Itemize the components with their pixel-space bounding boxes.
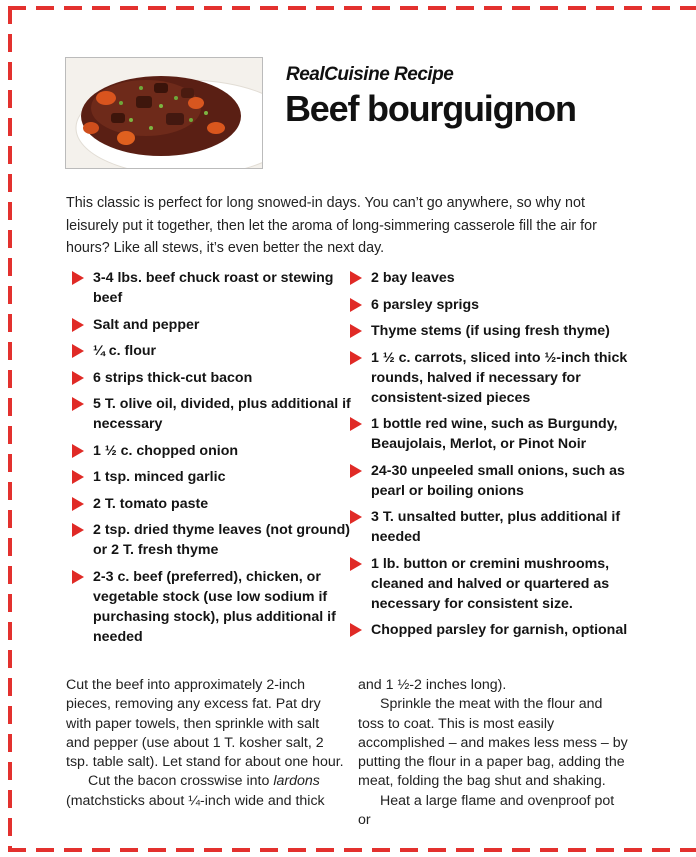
ingredient-item: 3-4 lbs. beef chuck roast or stewing beef [72,268,354,308]
ingredient-item: 6 parsley sprigs [350,295,632,315]
ingredient-item: 1 bottle red wine, such as Burgundy, Beaujolais, Merlot, or Pinot Noir [350,414,632,454]
directions-paragraph: and 1 ½-2 inches long). [358,677,507,693]
directions-column-right [358,676,628,830]
ingredient-item: 1 ½ c. chopped onion [72,441,354,461]
bullet-arrow-icon [72,470,84,484]
recipe-subtitle: RealCuisine Recipe [286,64,454,85]
ingredient-item: 2 tsp. dried thyme leaves (not ground) or 2 T. fresh thyme [72,520,354,560]
bullet-arrow-icon [350,271,362,285]
bullet-arrow-icon [350,351,362,365]
recipe-photo [65,57,263,169]
recipe-title: Beef bourguignon [285,88,576,129]
ingredients-list-left [72,268,354,653]
bullet-arrow-icon [72,497,84,511]
bullet-arrow-icon [72,397,84,411]
bullet-arrow-icon [350,324,362,338]
ingredient-item: 2-3 c. beef (preferred), chicken, or vegetable stock (use low sodium if purchasing stock), plus additional if needed [72,567,354,647]
dashed-border-bottom [8,848,696,852]
ingredient-item: 5 T. olive oil, divided, plus additional if necessary [72,394,354,434]
bullet-arrow-icon [350,464,362,478]
bullet-arrow-icon [350,557,362,571]
ingredient-item: 2 T. tomato paste [72,494,354,514]
bullet-arrow-icon [350,623,362,637]
recipe-intro: This classic is perfect for long snowed-in days. You can’t go anywhere, so why not leisurely put it together, then let the aroma of long-simmering casserole fill the air for hours? Like all stews, it’s even better the next day. [66,195,597,256]
ingredient-item: 1 ½ c. carrots, sliced into ½-inch thick rounds, halved if necessary for consistent-sized pieces [350,348,632,408]
beef-stew-image [66,58,262,168]
bullet-arrow-icon [72,444,84,458]
bullet-arrow-icon [72,344,84,358]
bullet-arrow-icon [350,510,362,524]
bullet-arrow-icon [350,417,362,431]
directions-paragraph: Cut the beef into approximately 2-inch pieces, removing any excess fat. Pat dry with paper towels, then sprinkle with salt and pepper (use about 1 T. kosher salt, 2 tsp. table salt). Let stand for about one hour. [66,677,344,771]
ingredient-item: Thyme stems (if using fresh thyme) [350,321,632,341]
directions-paragraph: Heat a large flame and ovenproof pot or [358,792,615,829]
ingredient-item: 6 strips thick-cut bacon [72,368,354,388]
directions-paragraph: Cut the bacon crosswise into lardons (matchsticks about ¼-inch wide and thick [66,773,325,809]
directions-paragraph: Sprinkle the meat with the flour and toss to coat. This is most easily accomplished – and makes less mess – by putting the flour in a paper bag, adding the meat, folding the bag shut and shaking. [358,696,628,790]
ingredient-item: 2 bay leaves [350,268,632,288]
bullet-arrow-icon [350,298,362,312]
ingredient-item: 3 T. unsalted butter, plus additional if needed [350,507,632,547]
ingredient-item: ¼ c. flour [72,341,354,361]
ingredients-list-right [350,268,632,647]
bullet-arrow-icon [72,523,84,537]
ingredient-item: 24-30 unpeeled small onions, such as pearl or boiling onions [350,461,632,501]
ingredient-item: 1 tsp. minced garlic [72,467,354,487]
bullet-arrow-icon [72,271,84,285]
ingredient-item: 1 lb. button or cremini mushrooms, cleaned and halved or quartered as necessary for consistent size. [350,554,632,614]
ingredient-item: Salt and pepper [72,315,354,335]
ingredient-item: Chopped parsley for garnish, optional [350,620,632,640]
directions-column-left [66,676,344,811]
bullet-arrow-icon [72,570,84,584]
dashed-border-top [8,6,696,10]
dashed-border-left [8,6,12,852]
bullet-arrow-icon [72,371,84,385]
bullet-arrow-icon [72,318,84,332]
